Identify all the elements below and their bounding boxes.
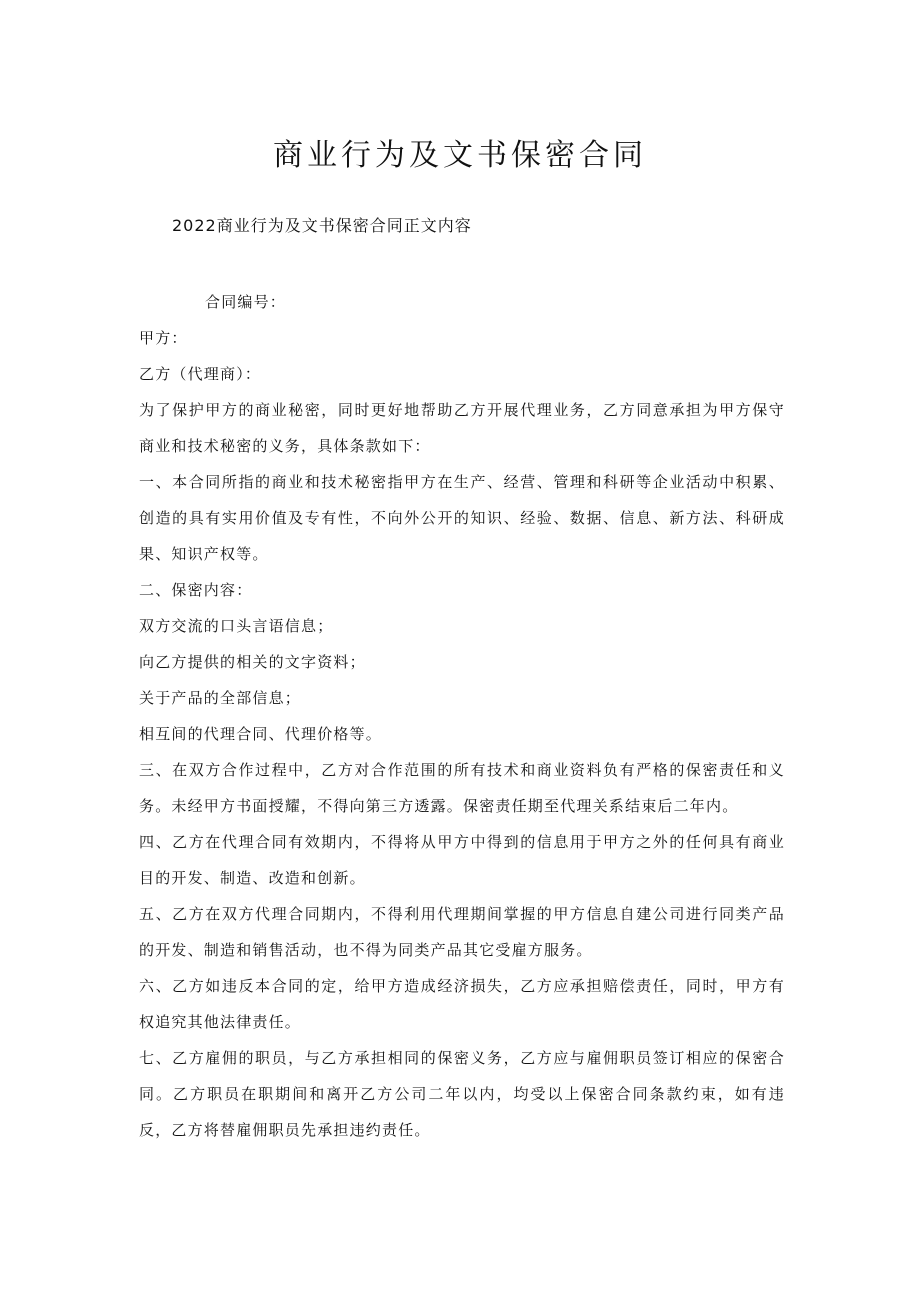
clause-2-heading: 二、保密内容：	[139, 581, 253, 599]
clause-4: 四、乙方在代理合同有效期内，不得将从甲方中得到的信息用于甲方之外的任何具有商业目的开发、制造、改造和创新。	[139, 833, 785, 887]
clause-2-item: 向乙方提供的相关的文字资料；	[139, 653, 366, 671]
clause-5: 五、乙方在双方代理合同期内，不得利用代理期间掌握的甲方信息自建公司进行同类产品的开发、制造和销售活动，也不得为同类产品其它受雇方服务。	[139, 905, 785, 959]
clause-1: 一、本合同所指的商业和技术秘密指甲方在生产、经营、管理和科研等企业活动中积累、创造的具有实用价值及专有性，不向外公开的知识、经验、数据、信息、新方法、科研成果、知识产权等。	[139, 473, 785, 563]
contract-number-field: 合同编号：	[205, 293, 287, 311]
clause-3: 三、在双方合作过程中，乙方对合作范围的所有技术和商业资料负有严格的保密责任和义务。未经甲方书面授耀，不得向第三方透露。保密责任期至代理关系结束后二年内。	[139, 761, 785, 815]
document-title: 商业行为及文书保密合同	[273, 138, 647, 173]
clause-2-item: 关于产品的全部信息；	[139, 689, 302, 707]
clause-7: 七、乙方雇佣的职员，与乙方承担相同的保密义务，乙方应与雇佣职员签订相应的保密合同。乙方职员在职期间和离开乙方公司二年以内，均受以上保密合同条款约束，如有违反，乙方将替雇佣职员先承担违约责任。	[139, 1049, 785, 1139]
clause-2-item: 相互间的代理合同、代理价格等。	[139, 725, 383, 743]
clause-6: 六、乙方如违反本合同的定，给甲方造成经济损失，乙方应承担赔偿责任，同时，甲方有权追究其他法律责任。	[139, 977, 785, 1031]
contract-body	[139, 284, 785, 1148]
party-b-field: 乙方（代理商）：	[139, 365, 262, 383]
party-a-field: 甲方：	[139, 329, 188, 347]
intro-paragraph: 为了保护甲方的商业秘密，同时更好地帮助乙方开展代理业务，乙方同意承担为甲方保守商业和技术秘密的义务，具体条款如下：	[139, 401, 785, 455]
document-subtitle: 2022商业行为及文书保密合同正文内容	[172, 216, 472, 235]
clause-2-item: 双方交流的口头言语信息；	[139, 617, 334, 635]
